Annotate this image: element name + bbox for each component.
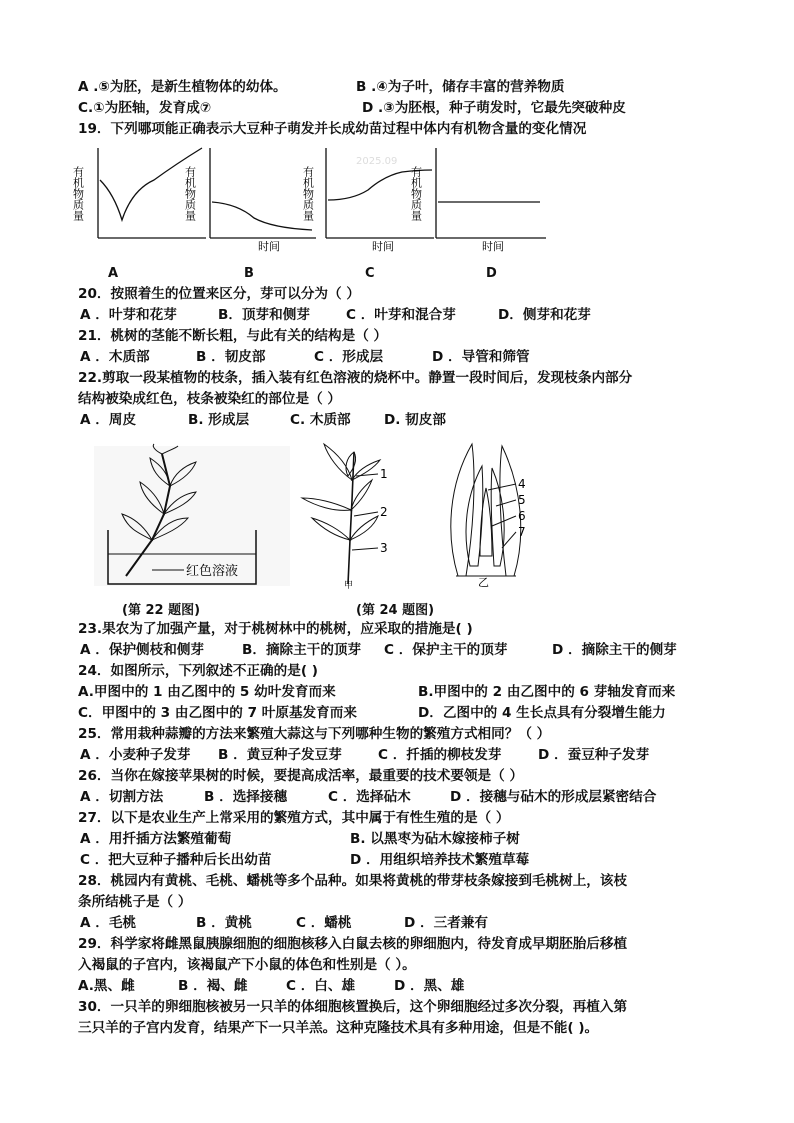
q25-stem: 25．常用栽种蒜瓣的方法来繁殖大蒜这与下列哪种生物的繁殖方式相同？（ ） (78, 726, 551, 742)
q26-option-a: A ．切割方法 (80, 789, 164, 805)
q25-option-b: B ．黄豆种子发豆芽 (218, 747, 342, 763)
q22-option-b: B. 形成层 (188, 412, 250, 428)
q28-option-b: B ．黄桃 (196, 915, 252, 931)
q19-graph-a-ylabel: 有机物质量 (71, 166, 85, 221)
q26-option-b: B ．选择接穗 (204, 789, 288, 805)
q24-option-a: A.甲图中的 1 由乙图中的 5 幼叶发育而来 (78, 684, 336, 700)
q19-watermark: 2025.09 (356, 156, 398, 167)
q29-option-d: D ．黑、雄 (394, 978, 465, 994)
q30-stem-2: 三只羊的子宫内发育，结果产下一只羊羔。这种克隆技术具有多种用途，但是不能( )。 (78, 1020, 599, 1036)
q25-option-a: A ．小麦种子发芽 (80, 747, 191, 763)
q21-option-a: A ．木质部 (80, 349, 150, 365)
q21-option-b: B ．韧皮部 (196, 349, 266, 365)
q29-option-b: B ．褐、雌 (178, 978, 248, 994)
q19-graph-d (409, 142, 562, 260)
q19-graph-d-ylabel: 有机物质量 (409, 166, 423, 221)
q27-option-a: A ．用扦插方法繁殖葡萄 (80, 831, 232, 847)
q26-option-d: D ．接穗与砧木的形成层紧密结合 (450, 789, 657, 805)
fig22-caption: (第 22 题图) (122, 603, 201, 618)
q23-stem: 23.果农为了加强产量，对于桃树林中的桃树，应采取的措施是( ) (78, 621, 473, 637)
q19-label-b: B (244, 266, 254, 281)
q20-stem: 20．按照着生的位置来区分，芽可以分为（ ） (78, 286, 360, 302)
q23-option-b: B．摘除主干的顶芽 (242, 642, 362, 658)
q19-graph-c-xlabel: 时间 (372, 240, 394, 253)
fig22-solution-label: 红色溶液 (186, 564, 239, 579)
q25-option-c: C ．扦插的柳枝发芽 (378, 747, 502, 763)
q26-option-c: C ．选择砧木 (328, 789, 411, 805)
q19-stem: 19．下列哪项能正确表示大豆种子萌发并长成幼苗过程中体内有机物含量的变化情况 (78, 121, 587, 137)
fig24-yi-label-4: 4 (518, 477, 526, 491)
q27-option-b: B. 以黑枣为砧木嫁接柿子树 (350, 831, 520, 847)
q19-label-c: C (365, 266, 375, 281)
q18-option-a: A .⑤为胚，是新生植物体的幼体。 (78, 79, 287, 95)
fig22-beaker-branch (92, 444, 292, 592)
q28-option-a: A ．毛桃 (80, 915, 137, 931)
q26-stem: 26．当你在嫁接苹果树的时候，要提高成活率，最重要的技术要领是（ ） (78, 768, 524, 784)
q18-option-b: B .④为子叶，储存丰富的营养物质 (356, 79, 565, 95)
q22-stem-2: 结构被染成红色，枝条被染红的部位是（ ） (78, 391, 342, 407)
q29-stem-2: 入褐鼠的子宫内，该褐鼠产下小鼠的体色和性别是（ ）。 (78, 957, 416, 973)
q19-graph-c-ylabel: 有机物质量 (301, 166, 315, 221)
q20-option-c: C ．叶芽和混合芽 (346, 307, 456, 323)
q21-stem: 21．桃树的茎能不断长粗，与此有关的结构是（ ） (78, 328, 388, 344)
q28-stem-2: 条所结桃子是（ ） (78, 894, 192, 910)
q24-option-c: C．甲图中的 3 由乙图中的 7 叶原基发育而来 (78, 705, 357, 721)
q27-option-d: D ．用组织培养技术繁殖草莓 (350, 852, 530, 868)
q29-option-a: A.黑、雌 (78, 978, 135, 994)
q25-option-d: D ．蚕豆种子发芽 (538, 747, 650, 763)
q22-option-a: A ．周皮 (80, 412, 137, 428)
q20-option-a: A ．叶芽和花芽 (80, 307, 177, 323)
fig24-jia-label-3: 3 (380, 541, 388, 555)
q28-option-d: D ．三者兼有 (404, 915, 488, 931)
q23-option-d: D ．摘除主干的侧芽 (552, 642, 677, 658)
fig24-jia-label-2: 2 (380, 505, 388, 519)
q24-stem: 24．如图所示，下列叙述不正确的是( ) (78, 663, 318, 679)
q27-stem: 27．以下是农业生产上常采用的繁殖方式，其中属于有性生殖的是（ ） (78, 810, 510, 826)
fig24-caption: (第 24 题图) (356, 603, 435, 618)
q21-option-c: C ．形成层 (314, 349, 384, 365)
q23-option-c: C ．保护主干的顶芽 (384, 642, 508, 658)
q19-label-a: A (108, 266, 119, 281)
q18-option-c: C.①为胚轴，发育成⑦ (78, 100, 212, 116)
q22-option-c: C. 木质部 (290, 412, 351, 428)
fig24-yi-bud (436, 436, 536, 588)
q19-label-d: D (486, 266, 497, 281)
q19-graph-d-xlabel: 时间 (482, 240, 504, 253)
fig24-yi-label-7: 7 (518, 525, 526, 539)
q21-option-d: D ．导管和筛管 (432, 349, 530, 365)
fig24-yi-label-5: 5 (518, 493, 526, 507)
q19-graph-b-ylabel: 有机物质量 (183, 166, 197, 221)
q30-stem-1: 30．一只羊的卵细胞核被另一只羊的体细胞核置换后，这个卵细胞经过多次分裂，再植入第 (78, 999, 628, 1015)
q23-option-a: A ．保护侧枝和侧芽 (80, 642, 205, 658)
q22-stem-1: 22.剪取一段某植物的枝条，插入装有红色溶液的烧杯中。静置一段时间后，发现枝条内部分 (78, 370, 633, 386)
q20-option-d: D．侧芽和花芽 (498, 307, 591, 323)
fig24-jia-branch (294, 440, 410, 590)
q20-option-b: B．顶芽和侧芽 (218, 307, 310, 323)
q24-option-d: D．乙图中的 4 生长点具有分裂增生能力 (418, 705, 666, 721)
fig24-yi-label-6: 6 (518, 509, 526, 523)
q28-stem-1: 28．桃园内有黄桃、毛桃、蟠桃等多个品种。如果将黄桃的带芽枝条嫁接到毛桃树上，该枝 (78, 873, 628, 889)
q22-option-d: D. 韧皮部 (384, 412, 446, 428)
q27-option-c: C ．把大豆种子播种后长出幼苗 (80, 852, 272, 868)
fig24-yi-caption: 乙 (478, 576, 489, 589)
q24-option-b: B.甲图中的 2 由乙图中的 6 芽轴发育而来 (418, 684, 676, 700)
q18-option-d: D .③为胚根，种子萌发时，它最先突破种皮 (362, 100, 626, 116)
q29-option-c: C ．白、雄 (286, 978, 356, 994)
fig24-jia-label-1: 1 (380, 467, 388, 481)
q19-graph-b-xlabel: 时间 (258, 240, 280, 253)
q28-option-c: C ．蟠桃 (296, 915, 352, 931)
fig24-jia-caption: 甲 (344, 581, 354, 591)
q29-stem-1: 29．科学家将雌黑鼠胰腺细胞的细胞核移入白鼠去核的卵细胞内，待发育成早期胚胎后移植 (78, 936, 628, 952)
